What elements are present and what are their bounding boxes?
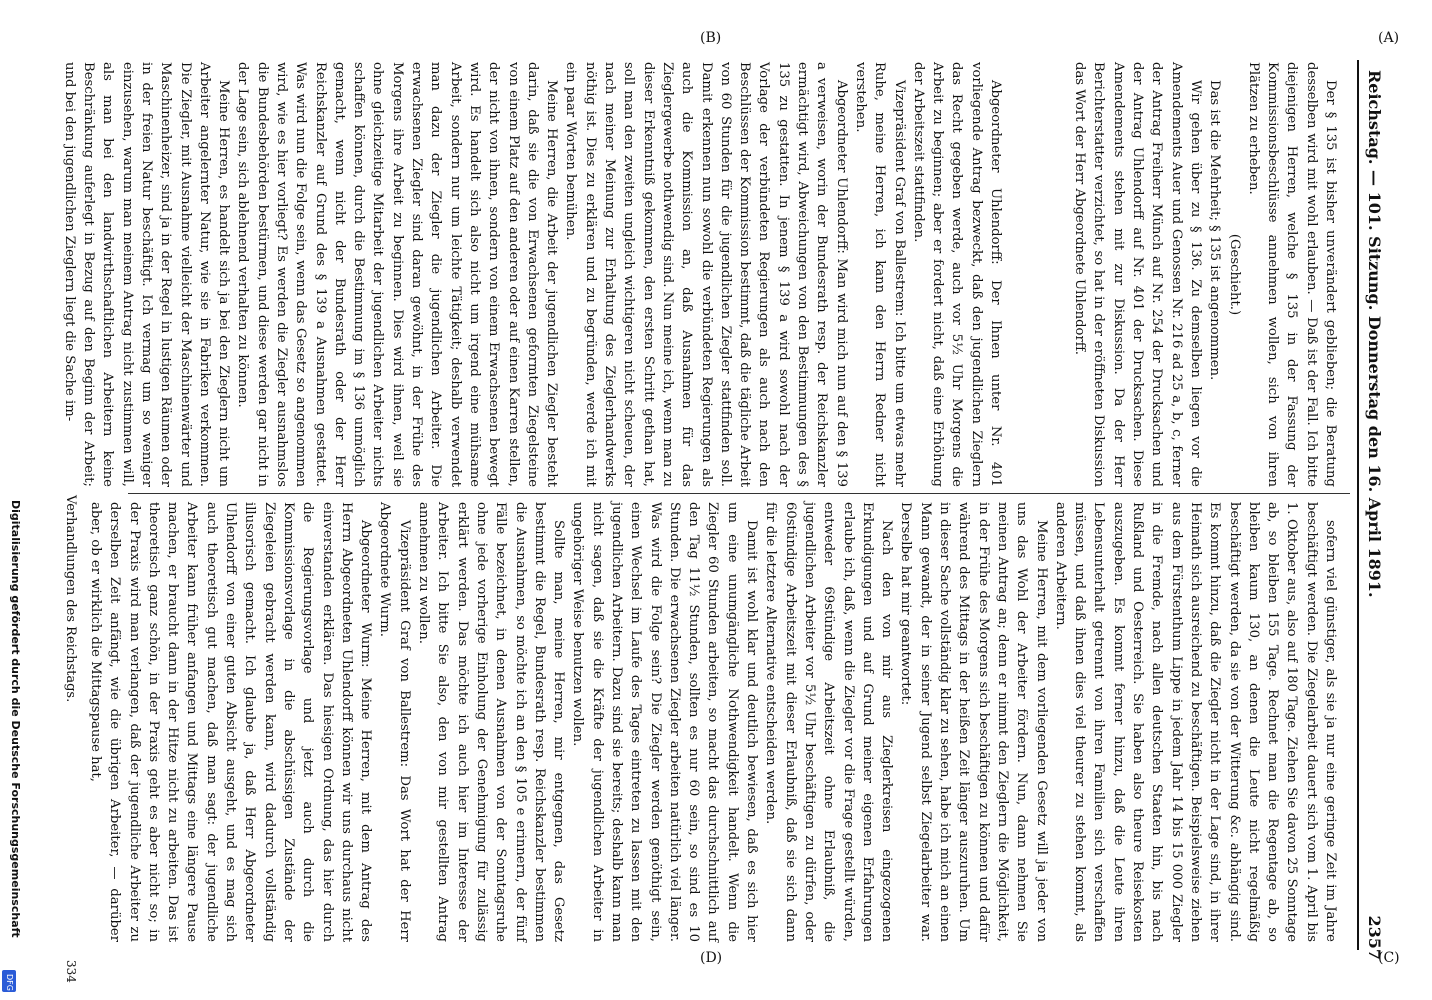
- column-divider: [128, 493, 1350, 494]
- paragraph: Meine Herren, es handelt sich ja bei den Zieglern nicht um Arbeiter angelernter Natur, wie sie in Fabriken verkommen. Die Ziegler, mit Ausnahme vielleicht der Maschinenwärter und Maschinenheizer, sind ja in der Regel in lustigen Räumen oder in der freien Natur beschäftigt. Ich vermag um so weniger einzusehen, warum man meinem Antrag nicht zustimmen will, als man bei den landwirthschaftlichen Arbeitern keine Beschränkung auferlegt in Bezug auf den Beginn der Arbeit; und bei den jugendlichen Zieglern liegt die Sache im-: [61, 62, 232, 487]
- paragraph: Meine Herren, die Arbeit der jugendlichen Ziegler besteht darin, daß sie die von Erwachsenen geformten Ziegelsteine von einem Platz auf den anderen oder auf einen Karren stellen, der nicht von ihnen, sondern von einem Erwachsenen bewegt wird. Es handelt sich also nicht um irgend eine mühsame Arbeit, sondern nur um leichte Tätigkeit; deshalb verwendet man dazu der Ziegler die jugendlichen Arbeiter. Die erwachsenen Ziegler sind daran gewöhnt, in der Frühe des Morgens ihre Arbeit zu beginnen. Dies wird ihnen, weil sie ohne gleichzeitige Mitarbeit der jugendlichen Arbeiter nichts schaffen können, durch die Bestimmung im § 136 unmöglich gemacht, wenn nicht der Bundesrath oder der Herr Reichskanzler auf Grund des § 139 a Ausnahmen gestattet. Was wird nun die Folge sein, wenn das Gesetz so angenommen wird, wie es hier vorliegt? Es werden die Ziegler ausnahmslos die Bundesbehörden bestürmen, und diese werden gar nicht in der Lage sein, sich ablehnend verhalten zu können.: [235, 62, 560, 487]
- paragraph: Abgeordneter Uhlendorff: Man wird mich nun auf den § 139 a verweisen, worin der Bundesrath resp. der Reichskanzler ermächtigt wird, Abweichungen von den Bestimmungen des § 135 zu gestatten. In jenem § 139 a wird sowohl nach der Vorlage der verbündeten Regierungen als auch nach den Beschlüssen der Kommission bestimmt, daß die tägliche Arbeit von 60 Stunden für die jugendlichen Ziegler stattfinden soll. Damit erkennen nun sowohl die verbündeten Regierungen als auch die Kommission an, daß Ausnahmen für das Zieglergewerbe nothwendig sind. Nun meine ich, wenn man zu dieser Erkenntniß gekommen, den ersten Schritt gethan hat, soll man den zweiten ungleich wichtigeren nicht scheuen, der nach meiner Meinung zur Erhaltung des Zieglerhandwerks nöthig ist. Dies zu erklären und zu begründen, werde ich mit ein paar Worten bemühen.: [563, 62, 849, 487]
- paragraph: Das ist die Mehrheit; § 135 ist angenommen.: [1207, 80, 1223, 381]
- paragraph: Der § 135 ist bisher unverändert geblieben; die Beratung desselben wird mit wohl erlauben. — Daß ist der Fall. Ich bitte diejenigen Herren, welche § 135 in der Fassung der Kommissionsbeschlüsse annehmen wollen, sich von ihren Plätzen zu erheben.: [1245, 62, 1338, 487]
- paragraph: sofern viel günstiger, als sie ja nur eine geringe Zeit im Jahre beschäftigt werden. Die Ziegelarbeit dauert sich vom 1. April bis 1. Oktober aus, also auf 180 Tage. Ziehen Sie davon 25 Sonntage ab, so bleiben 155 Tage. Rechnet man die Regentage ab, so bleiben kaum 130, an denen die Leute nicht regelmäßig beschäftigt werden, da sie von der Witterung &c. abhängig sind. Es kommt hinzu, daß die Ziegler nicht in der Lage sind, in ihrer Heimath sich ausreichend zu beschäftigen. Beispielsweise ziehen aus dem Fürstenthum Lippe in jedem Jahr 14 bis 15 000 Ziegler in die Fremde, nach allen deutschen Staaten hin, bis nach Rußland und Oesterreich. Sie haben also theure Reisekosten auszugeben. Es kommt ferner hinzu, daß die Leute ihren Lebensunterhalt getrennt von ihren Familien sich verschaffen müssen, und daß ihnen dies viel theurer zu stehen kommt, als anderen Arbeitern.: [1052, 502, 1338, 942]
- page-header: [1358, 70, 1384, 960]
- digitization-credit: Digitalisierung gefördert durch die Deutsche Forschungsgemeinschaft: [9, 500, 22, 938]
- paragraph: Meine Herren, mit dem vorliegenden Gesetz will ja jeder von uns das Wohl der Arbeiter fördern. Nun, dann nehmen Sie meinen Antrag an; denn er nimmt den Zieglern die Möglichkeit, in der Frühe des Morgens sich beschäftigen zu können und dafür während des Mittags in der heißen Zeit länger auszuruhen. Um in dieser Sache vollständig klar zu sehen, habe ich mich an einen Mann gewandt, der in seiner Jugend selbst Ziegelarbeiter war. Derselbe hat mir geantwortet:: [898, 502, 1049, 942]
- paragraph: Nach den von mir aus Zieglerkreisen eingezogenen Erkundigungen und auf Grund meiner eigenen Erfahrungen erlaube ich, daß, wenn die Ziegler vor die Frage gestellt würden, entweder 69stündige Arbeitszeit ohne Erlaubniß, die jugendlichen Arbeiter vor 5½ Uhr beschäftigen zu dürfen, oder 60stündige Arbeitszeit mit dieser Erlaubniß, daß sie sich dann für die letztere Alternative entscheiden werden.: [763, 502, 895, 942]
- paragraph: Damit ist wohl klar und deutlich bewiesen, daß es sich hier um eine unumgängliche Nothwendigkeit handelt. Wenn die Ziegler 60 Stunden arbeiten, so macht das durchschnittlich auf den Tag 11½ Stunden, sollten es nur 60 sein, so sind es 10 Stunden. Die erwachsenen Ziegler arbeiten natürlich viel länger. Was wird die Folge sein? Die Ziegler werden genöthigt sein, einen Wechsel im Laufe des Tages eintreten zu lassen mit den jugendlichen Arbeitern. Dazu sind sie bereits; deshalb kann man nicht sagen, daß sie die Kräfte der jugendlichen Arbeiter in ungehöriger Weise benutzen wollen.: [570, 502, 760, 942]
- paragraph: (Geschieht.): [1226, 233, 1242, 316]
- dfg-logo-icon: [2, 970, 16, 992]
- marker-c: (C): [1378, 950, 1400, 966]
- footer-text: Verhandlungen des Reichstags.: [63, 495, 78, 703]
- header-rule: [1357, 60, 1359, 950]
- column-1: [1070, 62, 1340, 487]
- logo-label: DFG: [5, 974, 14, 991]
- paragraph: Vizepräsident Graf von Ballestrem: Ich bitte um etwas mehr Ruhe, meine Herren, ich kann den Herrn Redner nicht verstehen.: [852, 62, 907, 487]
- header-page-number: 2357: [1365, 915, 1384, 960]
- marker-b: (B): [700, 30, 722, 46]
- paragraph: Wir gehen über zu § 136. Zu demselben liegen vor die Amendements Auer und Genossen Nr. 216 ad 25 a, b, c, ferner der Antrag Freiherr Münch auf Nr. 254 der Drucksachen und der Antrag Uhlendorff auf Nr. 401 der Drucksachen. Diese Amendements stehen mit zur Diskussion. Da der Herr Berichterstatter verzichtet, so hat in der eröffneten Diskussion das Wort der Herr Abgeordnete Uhlendorff.: [1072, 62, 1203, 487]
- paragraph: Vizepräsident Graf von Ballestrem: Das Wort hat der Herr Abgeordnete Wurm.: [377, 502, 412, 942]
- footer-page-number: 334: [64, 960, 78, 983]
- marker-d: (D): [700, 950, 723, 966]
- paragraph: Abgeordneter Wurm: Meine Herren, mit dem Antrag des Herrn Abgeordneten Uhlendorff können wir uns durchaus nicht einverstanden erklären. Das hiesigen Ordnung, das hier durch die Regierungsvorlage und jetzt auch durch die Kommissionsvorlage in die abschüssigen Zustände der Ziegeleien gebracht werden kann, wird dadurch vollständig illusorisch gemacht. Ich glaube ja, daß Herr Abgeordneter Uhlendorff von einer guten Absicht ausgeht, und es mag sich auch theoretisch gut machen, daß man sagt: der jugendliche Arbeiter kann früher anfangen und Mittags eine längere Pause machen, er braucht dann in der Hitze nicht zu arbeiten. Das ist theoretisch ganz schön, in der Praxis geht es aber nicht so; in der Praxis wird man verlangen, daß der jugendliche Arbeiter zu derselben Zeit anfängt, wie die übrigen Arbeiter, — darüber aber, ob er wirklich die Mittagspause hat,: [88, 502, 374, 942]
- header-title: Reichstag. — 101. Sitzung. Donnerstag den 16. April 1891.: [1365, 70, 1384, 598]
- marker-a: (A): [1378, 30, 1400, 46]
- column-3: [86, 502, 1340, 942]
- paragraph: Sollte man, meine Herren, mir entgegnen, das Gesetz bestimmt die Regel, Bundesrath resp. Reichskanzler bestimmen die Ausnahmen, so möchte ich an den § 105 e erinnern, der fünf Fälle bezeichnet, in denen Ausnahmen von der Sonntagsruhe ohne jede vorherige Einholung der Genehmigung für zulässig erklärt werden. Das möchte ich auch hier im Interesse der Arbeiter. Ich bitte Sie also, den von mir gestellten Antrag annehmen zu wollen.: [416, 502, 567, 942]
- column-2: [59, 62, 1005, 487]
- paragraph: Abgeordneter Uhlendorff: Der Ihnen unter Nr. 401 vorliegende Antrag bezweckt, daß den jugendlichen Zieglern das Recht gegeben werde, auch vor 5½ Uhr Morgens die Arbeit zu beginnen; aber er fordert nicht, daß eine Erhöhung der Arbeitszeit stattfinden.: [910, 62, 1003, 487]
